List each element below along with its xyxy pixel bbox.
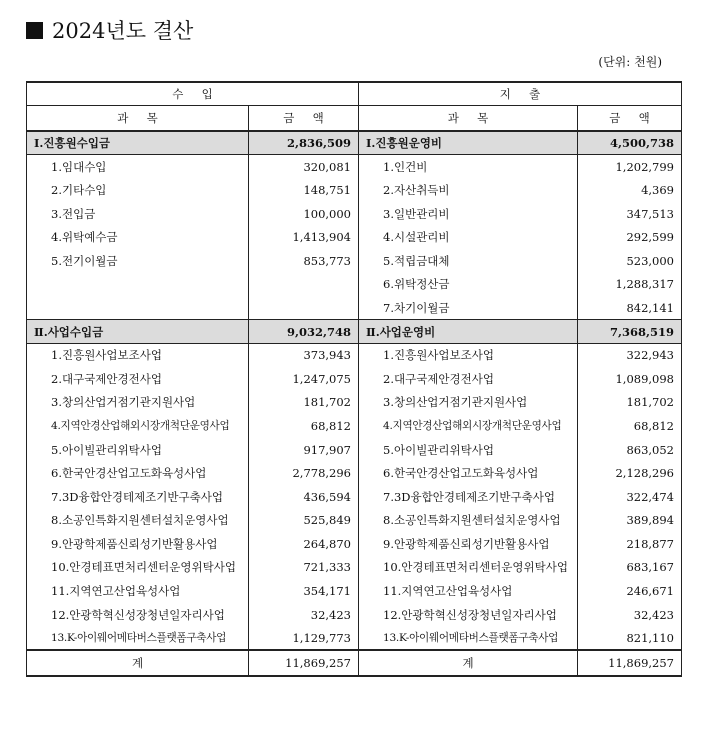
header-row-columns <box>27 105 682 131</box>
expense-item-name: 13.K-아이웨어메타버스플랫폼구축사업 <box>359 626 578 650</box>
section-row <box>27 320 682 344</box>
page-title <box>26 16 193 46</box>
income-item-name: 3.전입금 <box>27 202 249 226</box>
expense-item-amount: 181,702 <box>578 391 682 415</box>
section-row <box>27 131 682 155</box>
expense-item-name: 5.아이빌관리위탁사업 <box>359 438 578 462</box>
table-row <box>27 556 682 580</box>
income-section-name: Ⅱ.사업수입금 <box>27 320 249 344</box>
table-row <box>27 225 682 249</box>
table-row <box>27 603 682 627</box>
table-row <box>27 202 682 226</box>
header-row-group <box>27 82 682 105</box>
expense-item-amount: 68,812 <box>578 414 682 438</box>
income-item-name: 4.지역안경산업해외시장개척단운영사업 <box>27 414 249 438</box>
expense-item-name: 10.안경테표면처리센터운영위탁사업 <box>359 556 578 580</box>
expense-total-amount: 11,869,257 <box>578 650 682 676</box>
table-row <box>27 461 682 485</box>
income-section-name: Ⅰ.진흥원수입금 <box>27 131 249 155</box>
table-row <box>27 414 682 438</box>
income-item-amount: 2,778,296 <box>249 461 359 485</box>
income-item-amount: 853,773 <box>249 249 359 273</box>
income-item-name: 11.지역연고산업육성사업 <box>27 579 249 603</box>
expense-item-name: 4.지역안경산업해외시장개척단운영사업 <box>359 414 578 438</box>
expense-item-name: 1.진흥원사업보조사업 <box>359 343 578 367</box>
income-section-amount: 9,032,748 <box>249 320 359 344</box>
income-item-amount: 354,171 <box>249 579 359 603</box>
expense-item-name: 11.지역연고산업육성사업 <box>359 579 578 603</box>
income-item-amount: 181,702 <box>249 391 359 415</box>
income-subject-header: 과 목 <box>27 105 249 131</box>
income-item-name: 13.K-아이웨어메타버스플랫폼구축사업 <box>27 626 249 650</box>
expense-total-label: 계 <box>359 650 578 676</box>
expense-item-amount: 218,877 <box>578 532 682 556</box>
expense-item-name: 2.자산취득비 <box>359 178 578 202</box>
expense-item-amount: 246,671 <box>578 579 682 603</box>
income-item-name: 7.3D융합안경테제조기반구축사업 <box>27 485 249 509</box>
expense-item-amount: 1,089,098 <box>578 367 682 391</box>
income-item-name: 9.안광학제품신뢰성기반활용사업 <box>27 532 249 556</box>
income-item-name: 2.대구국제안경전사업 <box>27 367 249 391</box>
expense-item-name: 2.대구국제안경전사업 <box>359 367 578 391</box>
expense-item-amount: 1,202,799 <box>578 155 682 179</box>
income-item-name: 12.안광학혁신성장청년일자리사업 <box>27 603 249 627</box>
settlement-table <box>26 81 682 677</box>
income-item-amount: 1,129,773 <box>249 626 359 650</box>
expense-item-amount: 32,423 <box>578 603 682 627</box>
income-item-name: 10.안경테표면처리센터운영위탁사업 <box>27 556 249 580</box>
income-item-amount: 721,333 <box>249 556 359 580</box>
expense-item-amount: 863,052 <box>578 438 682 462</box>
income-header: 수 입 <box>27 82 359 105</box>
table-row <box>27 367 682 391</box>
expense-item-amount: 2,128,296 <box>578 461 682 485</box>
table-row <box>27 273 682 297</box>
expense-item-amount: 292,599 <box>578 225 682 249</box>
expense-item-amount: 322,943 <box>578 343 682 367</box>
income-item-name: 5.전기이월금 <box>27 249 249 273</box>
expense-item-amount: 523,000 <box>578 249 682 273</box>
expense-item-name: 3.일반관리비 <box>359 202 578 226</box>
expense-item-name: 5.적립금대체 <box>359 249 578 273</box>
expense-subject-header: 과 목 <box>359 105 578 131</box>
table-row <box>27 296 682 320</box>
income-item-name: 3.창의산업거점기관지원사업 <box>27 391 249 415</box>
total-row <box>27 650 682 676</box>
income-item-amount: 917,907 <box>249 438 359 462</box>
page-title-text: 2024년도 결산 <box>52 19 194 43</box>
expense-item-amount: 347,513 <box>578 202 682 226</box>
square-bullet-icon <box>26 22 43 39</box>
table-row <box>27 391 682 415</box>
expense-item-name: 7.3D융합안경테제조기반구축사업 <box>359 485 578 509</box>
expense-item-name: 6.한국안경산업고도화육성사업 <box>359 461 578 485</box>
expense-header: 지 출 <box>359 82 682 105</box>
table-row <box>27 178 682 202</box>
income-item-amount: 100,000 <box>249 202 359 226</box>
expense-section-amount: 7,368,519 <box>578 320 682 344</box>
income-item-name: 6.한국안경산업고도화육성사업 <box>27 461 249 485</box>
expense-item-name: 8.소공인특화지원센터설치운영사업 <box>359 509 578 533</box>
table-row <box>27 579 682 603</box>
income-item-name <box>27 273 249 297</box>
expense-item-amount: 821,110 <box>578 626 682 650</box>
income-item-amount <box>249 273 359 297</box>
settlement-table-body <box>27 82 682 676</box>
income-item-amount: 68,812 <box>249 414 359 438</box>
table-row <box>27 343 682 367</box>
expense-item-name: 9.안광학제품신뢰성기반활용사업 <box>359 532 578 556</box>
expense-item-amount: 389,894 <box>578 509 682 533</box>
expense-section-amount: 4,500,738 <box>578 131 682 155</box>
income-item-name: 1.진흥원사업보조사업 <box>27 343 249 367</box>
expense-item-name: 12.안광학혁신성장청년일자리사업 <box>359 603 578 627</box>
income-item-amount: 436,594 <box>249 485 359 509</box>
expense-item-name: 1.인건비 <box>359 155 578 179</box>
income-item-amount: 525,849 <box>249 509 359 533</box>
income-item-amount: 264,870 <box>249 532 359 556</box>
income-item-amount: 1,413,904 <box>249 225 359 249</box>
table-row <box>27 155 682 179</box>
expense-section-name: Ⅰ.진흥원운영비 <box>359 131 578 155</box>
income-item-amount <box>249 296 359 320</box>
income-item-name: 5.아이빌관리위탁사업 <box>27 438 249 462</box>
income-item-name: 1.임대수입 <box>27 155 249 179</box>
table-row <box>27 438 682 462</box>
income-item-amount: 373,943 <box>249 343 359 367</box>
table-row <box>27 532 682 556</box>
income-item-name: 4.위탁예수금 <box>27 225 249 249</box>
expense-item-name: 3.창의산업거점기관지원사업 <box>359 391 578 415</box>
income-total-amount: 11,869,257 <box>249 650 359 676</box>
expense-item-amount: 683,167 <box>578 556 682 580</box>
expense-item-amount: 322,474 <box>578 485 682 509</box>
table-row <box>27 509 682 533</box>
expense-item-amount: 842,141 <box>578 296 682 320</box>
expense-item-amount: 4,369 <box>578 178 682 202</box>
expense-item-amount: 1,288,317 <box>578 273 682 297</box>
income-item-amount: 1,247,075 <box>249 367 359 391</box>
income-section-amount: 2,836,509 <box>249 131 359 155</box>
income-item-amount: 148,751 <box>249 178 359 202</box>
income-total-label: 계 <box>27 650 249 676</box>
table-row <box>27 626 682 650</box>
income-item-amount: 320,081 <box>249 155 359 179</box>
income-item-name <box>27 296 249 320</box>
expense-item-name: 6.위탁정산금 <box>359 273 578 297</box>
income-item-amount: 32,423 <box>249 603 359 627</box>
income-item-name: 8.소공인특화지원센터설치운영사업 <box>27 509 249 533</box>
income-amount-header: 금 액 <box>249 105 359 131</box>
unit-note: (단위: 천원) <box>598 55 662 69</box>
expense-section-name: Ⅱ.사업운영비 <box>359 320 578 344</box>
expense-amount-header: 금 액 <box>578 105 682 131</box>
expense-item-name: 7.차기이월금 <box>359 296 578 320</box>
expense-item-name: 4.시설관리비 <box>359 225 578 249</box>
table-row <box>27 485 682 509</box>
table-row <box>27 249 682 273</box>
income-item-name: 2.기타수입 <box>27 178 249 202</box>
